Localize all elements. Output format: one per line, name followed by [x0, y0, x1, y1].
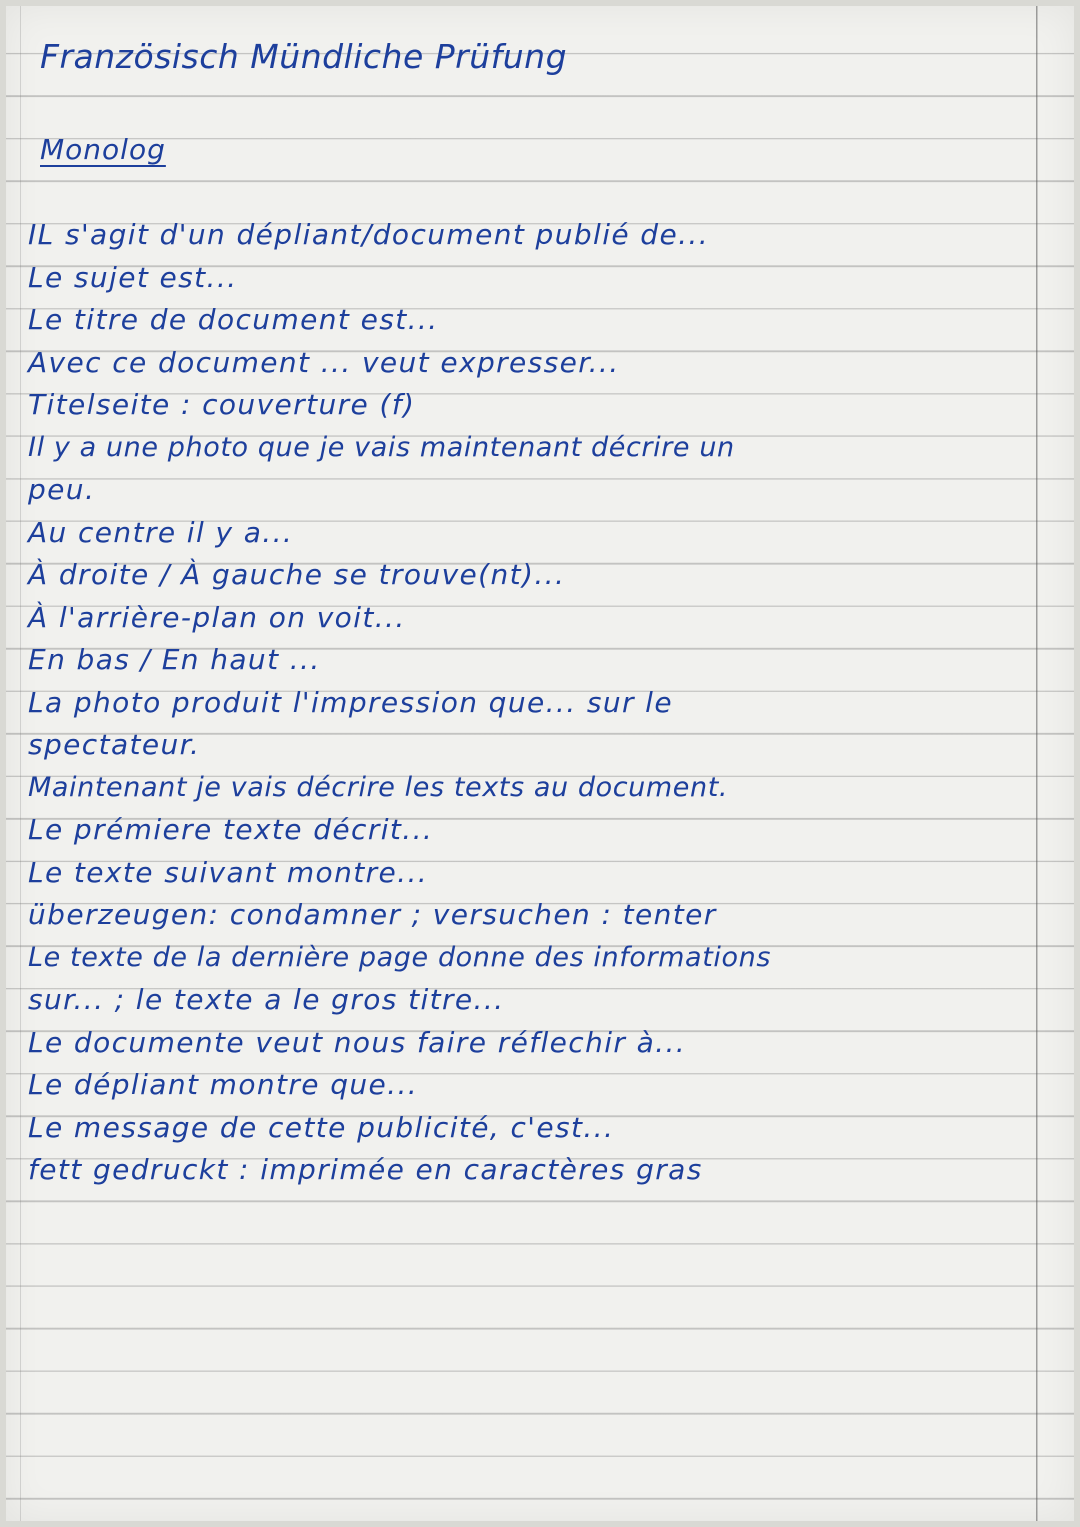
text-line: Le sujet est... — [28, 260, 238, 294]
handwritten-lines — [28, 214, 771, 1192]
text-line: Titelseite : couverture (f) — [28, 388, 416, 421]
text-line: Le titre de document est... — [28, 303, 439, 336]
text-line: Avec ce document ... veut expresser... — [28, 345, 620, 379]
text-line: Au centre il y a... — [28, 515, 294, 549]
notebook-page — [6, 6, 1074, 1521]
text-line: Le dépliant montre que... — [28, 1068, 419, 1101]
text-line: Il y a une photo que je vais maintenant décrire un — [28, 431, 735, 463]
text-line: À l'arrière-plan on voit... — [28, 600, 406, 634]
text-line: sur... ; le texte a le gros titre... — [28, 983, 505, 1016]
text-line: Le texte de la dernière page donne des informations — [28, 941, 771, 973]
text-line: En bas / En haut ... — [28, 643, 321, 676]
text-line: Le documente veut nous faire réflechir à... — [28, 1025, 687, 1059]
text-line: Le prémiere texte décrit... — [28, 813, 434, 846]
page-title: Französisch Mündliche Prüfung — [40, 37, 568, 76]
text-line: Le texte suivant montre... — [28, 855, 429, 889]
text-line: Le message de cette publicité, c'est... — [28, 1110, 615, 1144]
page-margin-line — [20, 6, 21, 1521]
text-line: überzeugen: condamner ; versuchen : tenter — [28, 898, 717, 931]
section-heading: Monolog — [40, 133, 166, 166]
text-line: spectateur. — [28, 728, 201, 761]
text-line: IL s'agit d'un dépliant/document publié de... — [28, 218, 709, 251]
text-line: À droite / À gauche se trouve(nt)... — [28, 558, 566, 591]
text-line: La photo produit l'impression que... sur le — [28, 685, 673, 719]
text-line: peu. — [28, 473, 96, 506]
text-line: Maintenant je vais décrire les texts au document. — [28, 771, 729, 803]
text-line: fett gedruckt : imprimée en caractères gras — [28, 1153, 703, 1186]
